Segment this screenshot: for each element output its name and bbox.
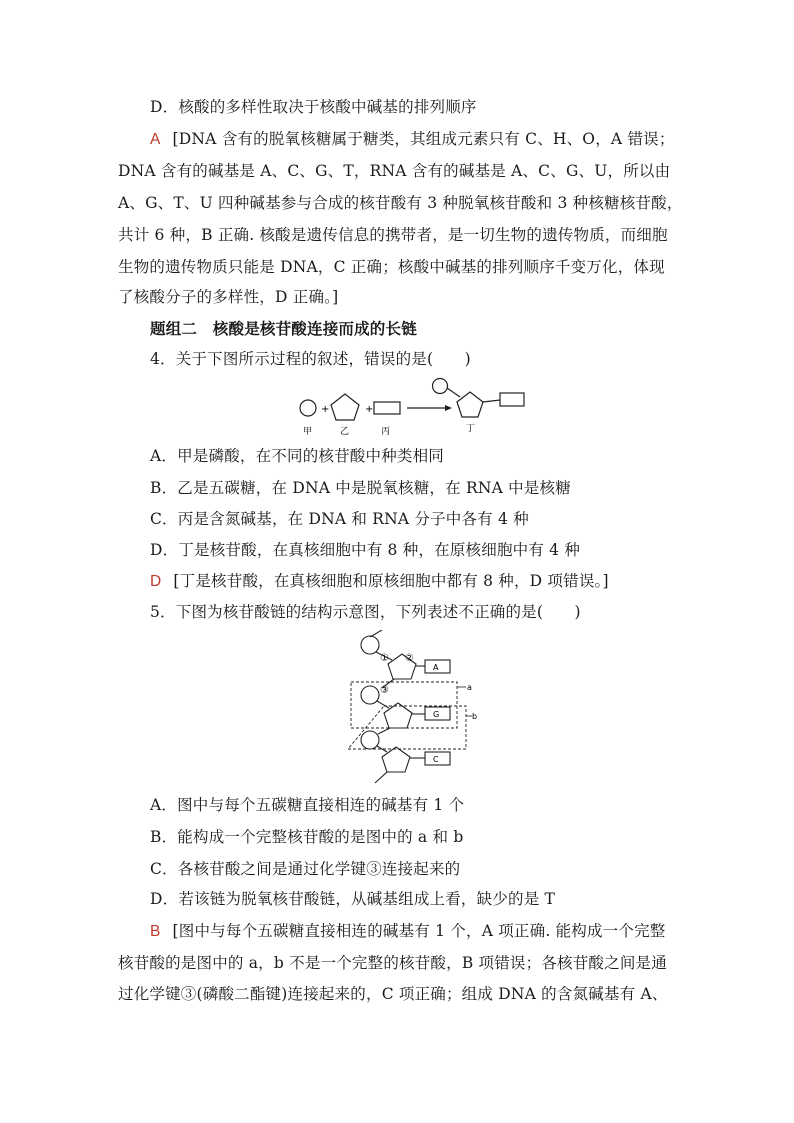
q3-explanation-line-1 [150, 128, 675, 151]
q5-answer-letter: B [150, 923, 161, 940]
marker-3: ③ [380, 685, 389, 696]
phosphate-circle-icon [300, 400, 316, 416]
bond-line-4 [378, 728, 390, 734]
q3-option-d: D．核酸的多样性取决于核酸中碱基的排列顺序 [150, 98, 477, 116]
q5-nucleotide-chain-figure [340, 630, 500, 786]
marker-1: ① [380, 653, 389, 664]
q4-stem: 4．关于下图所示过程的叙述，错误的是( ) [150, 350, 471, 368]
q4-option-a: A．甲是磷酸，在不同的核苷酸中种类相同 [150, 447, 444, 465]
product-base-rect-icon [500, 393, 524, 406]
q3-answer-letter: A [150, 131, 161, 148]
label-jia: 甲 [303, 427, 313, 437]
q5-explanation-line-2: 核苷酸的是图中的 a，b 不是一个完整的核苷酸，B 项错误；各核苷酸之间是通 [118, 954, 667, 972]
reaction-arrow-head-icon [445, 405, 452, 411]
box-a-label: a [467, 683, 472, 692]
q3-explanation-line-5: 生物的遗传物质只能是 DNA，C 正确；核酸中碱基的排列顺序千变万化，体现 [118, 258, 665, 276]
q5-stem: 5．下图为核苷酸链的结构示意图，下列表述不正确的是( ) [150, 603, 581, 621]
phosphate-circle-1-icon [361, 636, 379, 654]
q3-explanation-line-6: 了核酸分子的多样性，D 正确。] [118, 288, 339, 306]
q5-explanation-line-3: 过化学键③(磷酸二酯键)连接起来的，C 项正确；组成 DNA 的含氮碱基有 A、 [118, 985, 668, 1003]
label-yi: 乙 [340, 427, 350, 437]
base-rect-icon [374, 402, 400, 414]
product-bond-line [447, 388, 460, 397]
chain-end-line [375, 772, 387, 783]
marker-2: ② [405, 653, 414, 664]
plus-sign: + [321, 404, 330, 415]
q4-reaction-figure [290, 372, 540, 438]
pentose-pentagon-icon [331, 394, 359, 420]
base-g-label: G [433, 710, 440, 719]
q3-explanation-line-3: A、G、T、U 四种碱基参与合成的核苷酸有 3 种脱氧核苷酸和 3 种核糖核苷酸， [118, 194, 683, 212]
q3-explanation-text: [DNA 含有的脱氧核糖属于糖类，其组成元素只有 C、H、O，A 错误； [172, 130, 675, 148]
base-a-label: A [433, 663, 439, 672]
q4-option-b: B．乙是五碳糖，在 DNA 中是脱氧核糖，在 RNA 中是核糖 [150, 479, 571, 497]
plus-sign: + [365, 404, 374, 415]
label-ding: 丁 [466, 424, 476, 434]
q5-option-d: D．若该链为脱氧核苷酸链，从碱基组成上看，缺少的是 T [150, 890, 556, 908]
q4-explanation-line [150, 570, 609, 593]
q5-explanation-text: [图中与每个五碳糖直接相连的碱基有 1 个，A 项正确. 能构成一个完整 [172, 922, 666, 940]
q5-option-b: B．能构成一个完整核苷酸的是图中的 a 和 b [150, 828, 464, 846]
q4-option-c: C．丙是含氮碱基，在 DNA 和 RNA 分子中各有 4 种 [150, 510, 529, 528]
pentose-2-pentagon-icon [384, 703, 412, 728]
product-base-bond-line [483, 400, 500, 402]
product-pentose-pentagon-icon [457, 392, 483, 417]
phosphate-circle-2-icon [361, 686, 379, 704]
q4-explanation-text: [丁是核苷酸，在真核细胞和原核细胞中都有 8 种，D 项错误。] [173, 572, 609, 590]
q3-explanation-line-4: 共计 6 种，B 正确. 核酸是遗传信息的携带者，是一切生物的遗传物质，而细胞 [118, 226, 668, 244]
q4-answer-letter: D [150, 573, 162, 590]
box-b-label: b [472, 712, 478, 721]
q5-option-a: A．图中与每个五碳糖直接相连的碱基有 1 个 [150, 796, 465, 814]
q4-option-d: D．丁是核苷酸，在真核细胞中有 8 种，在原核细胞中有 4 种 [150, 541, 581, 559]
base-c-label: C [433, 755, 439, 764]
q5-explanation-line-1 [150, 920, 666, 943]
product-phosphate-circle-icon [433, 379, 448, 394]
pentose-3-pentagon-icon [382, 747, 410, 772]
q3-explanation-line-2: DNA 含有的碱基是 A、C、G、T，RNA 含有的碱基是 A、C、G、U，所以由 [118, 162, 671, 180]
box-a-dashed [351, 682, 457, 728]
q5-option-c: C．各核苷酸之间是通过化学键③连接起来的 [150, 860, 461, 878]
phosphate-circle-3-icon [361, 731, 379, 749]
label-bing: 丙 [381, 427, 391, 437]
group-heading: 题组二 核酸是核苷酸连接而成的长链 [150, 319, 417, 338]
